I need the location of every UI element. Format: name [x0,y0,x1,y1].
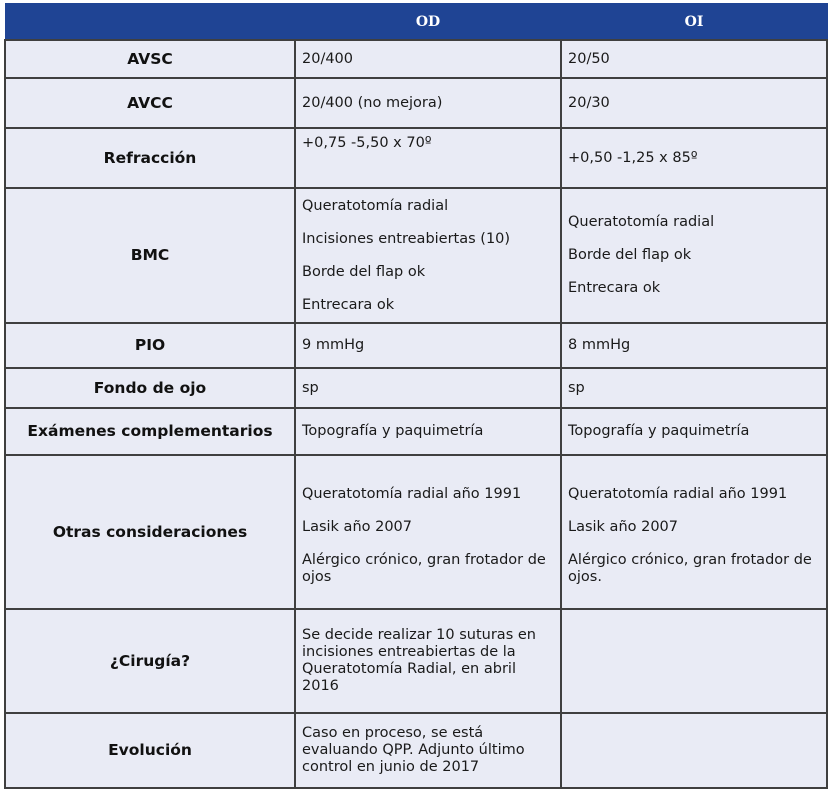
cell-oi: sp [561,368,827,408]
otras-od-line: Queratotomía radial año 1991 [302,486,522,502]
cell-oi: Topografía y paquimetría [561,408,827,455]
table-row-refraccion [5,128,827,188]
header-oi: OI [561,4,827,41]
table-row-fondo-de-ojo [5,368,827,408]
cell-oi [561,713,827,788]
cell-oi: +0,50 -1,25 x 85º [561,128,827,188]
row-label: AVCC [5,78,295,128]
row-label: Exámenes complementarios [5,408,295,455]
cell-od: 20/400 [295,40,561,78]
header-od: OD [295,4,561,41]
table-row-avsc [5,40,827,78]
cell-od: Se decide realizar 10 suturas en incisiones entreabiertas de la Queratotomía Radial, en abril 2016 [295,609,561,713]
row-label: AVSC [5,40,295,78]
table-row-cirugia [5,609,827,713]
row-label: Fondo de ojo [5,368,295,408]
cell-od: sp [295,368,561,408]
row-label: Otras consideraciones [5,455,295,609]
table-row-evolucion [5,713,827,788]
otras-od-line: Alérgico crónico, gran frotador de ojos [302,552,546,585]
table-row-examenes [5,408,827,455]
bmc-oi-line: Queratotomía radial [568,214,715,230]
otras-oi-line: Queratotomía radial año 1991 [568,486,788,502]
table-header-row [5,4,827,41]
otras-oi-line: Lasik año 2007 [568,519,679,535]
cell-oi: 20/30 [561,78,827,128]
otras-od-line: Lasik año 2007 [302,519,413,535]
cell-oi [561,188,827,323]
cell-od [295,188,561,323]
row-label: PIO [5,323,295,368]
bmc-od-line: Incisiones entreabiertas (10) [302,230,511,247]
table-row-bmc [5,188,827,323]
cell-oi: 20/50 [561,40,827,78]
row-label: BMC [5,188,295,323]
bmc-od-line: Borde del flap ok [302,263,426,280]
bmc-od-line: Queratotomía radial [302,197,449,214]
cell-od [295,455,561,609]
row-label: Refracción [5,128,295,188]
cell-oi: 8 mmHg [561,323,827,368]
row-label: ¿Cirugía? [5,609,295,713]
bmc-oi-line: Borde del flap ok [568,247,692,263]
cell-oi [561,455,827,609]
bmc-oi-line: Entrecara ok [568,280,661,296]
cell-oi [561,609,827,713]
cell-od: 20/400 (no mejora) [295,78,561,128]
clinical-data-table [4,3,828,789]
cell-od: Topografía y paquimetría [295,408,561,455]
header-empty-cell [5,4,295,41]
bmc-od-line: Entrecara ok [302,296,395,313]
row-label: Evolución [5,713,295,788]
otras-oi-line: Alérgico crónico, gran frotador de ojos. [568,552,812,585]
cell-od: +0,75 -5,50 x 70º [295,128,561,188]
table-row-avcc [5,78,827,128]
table-row-pio [5,323,827,368]
cell-od: Caso en proceso, se está evaluando QPP. Adjunto último control en junio de 2017 [295,713,561,788]
cell-od: 9 mmHg [295,323,561,368]
table-row-otras-consideraciones [5,455,827,609]
